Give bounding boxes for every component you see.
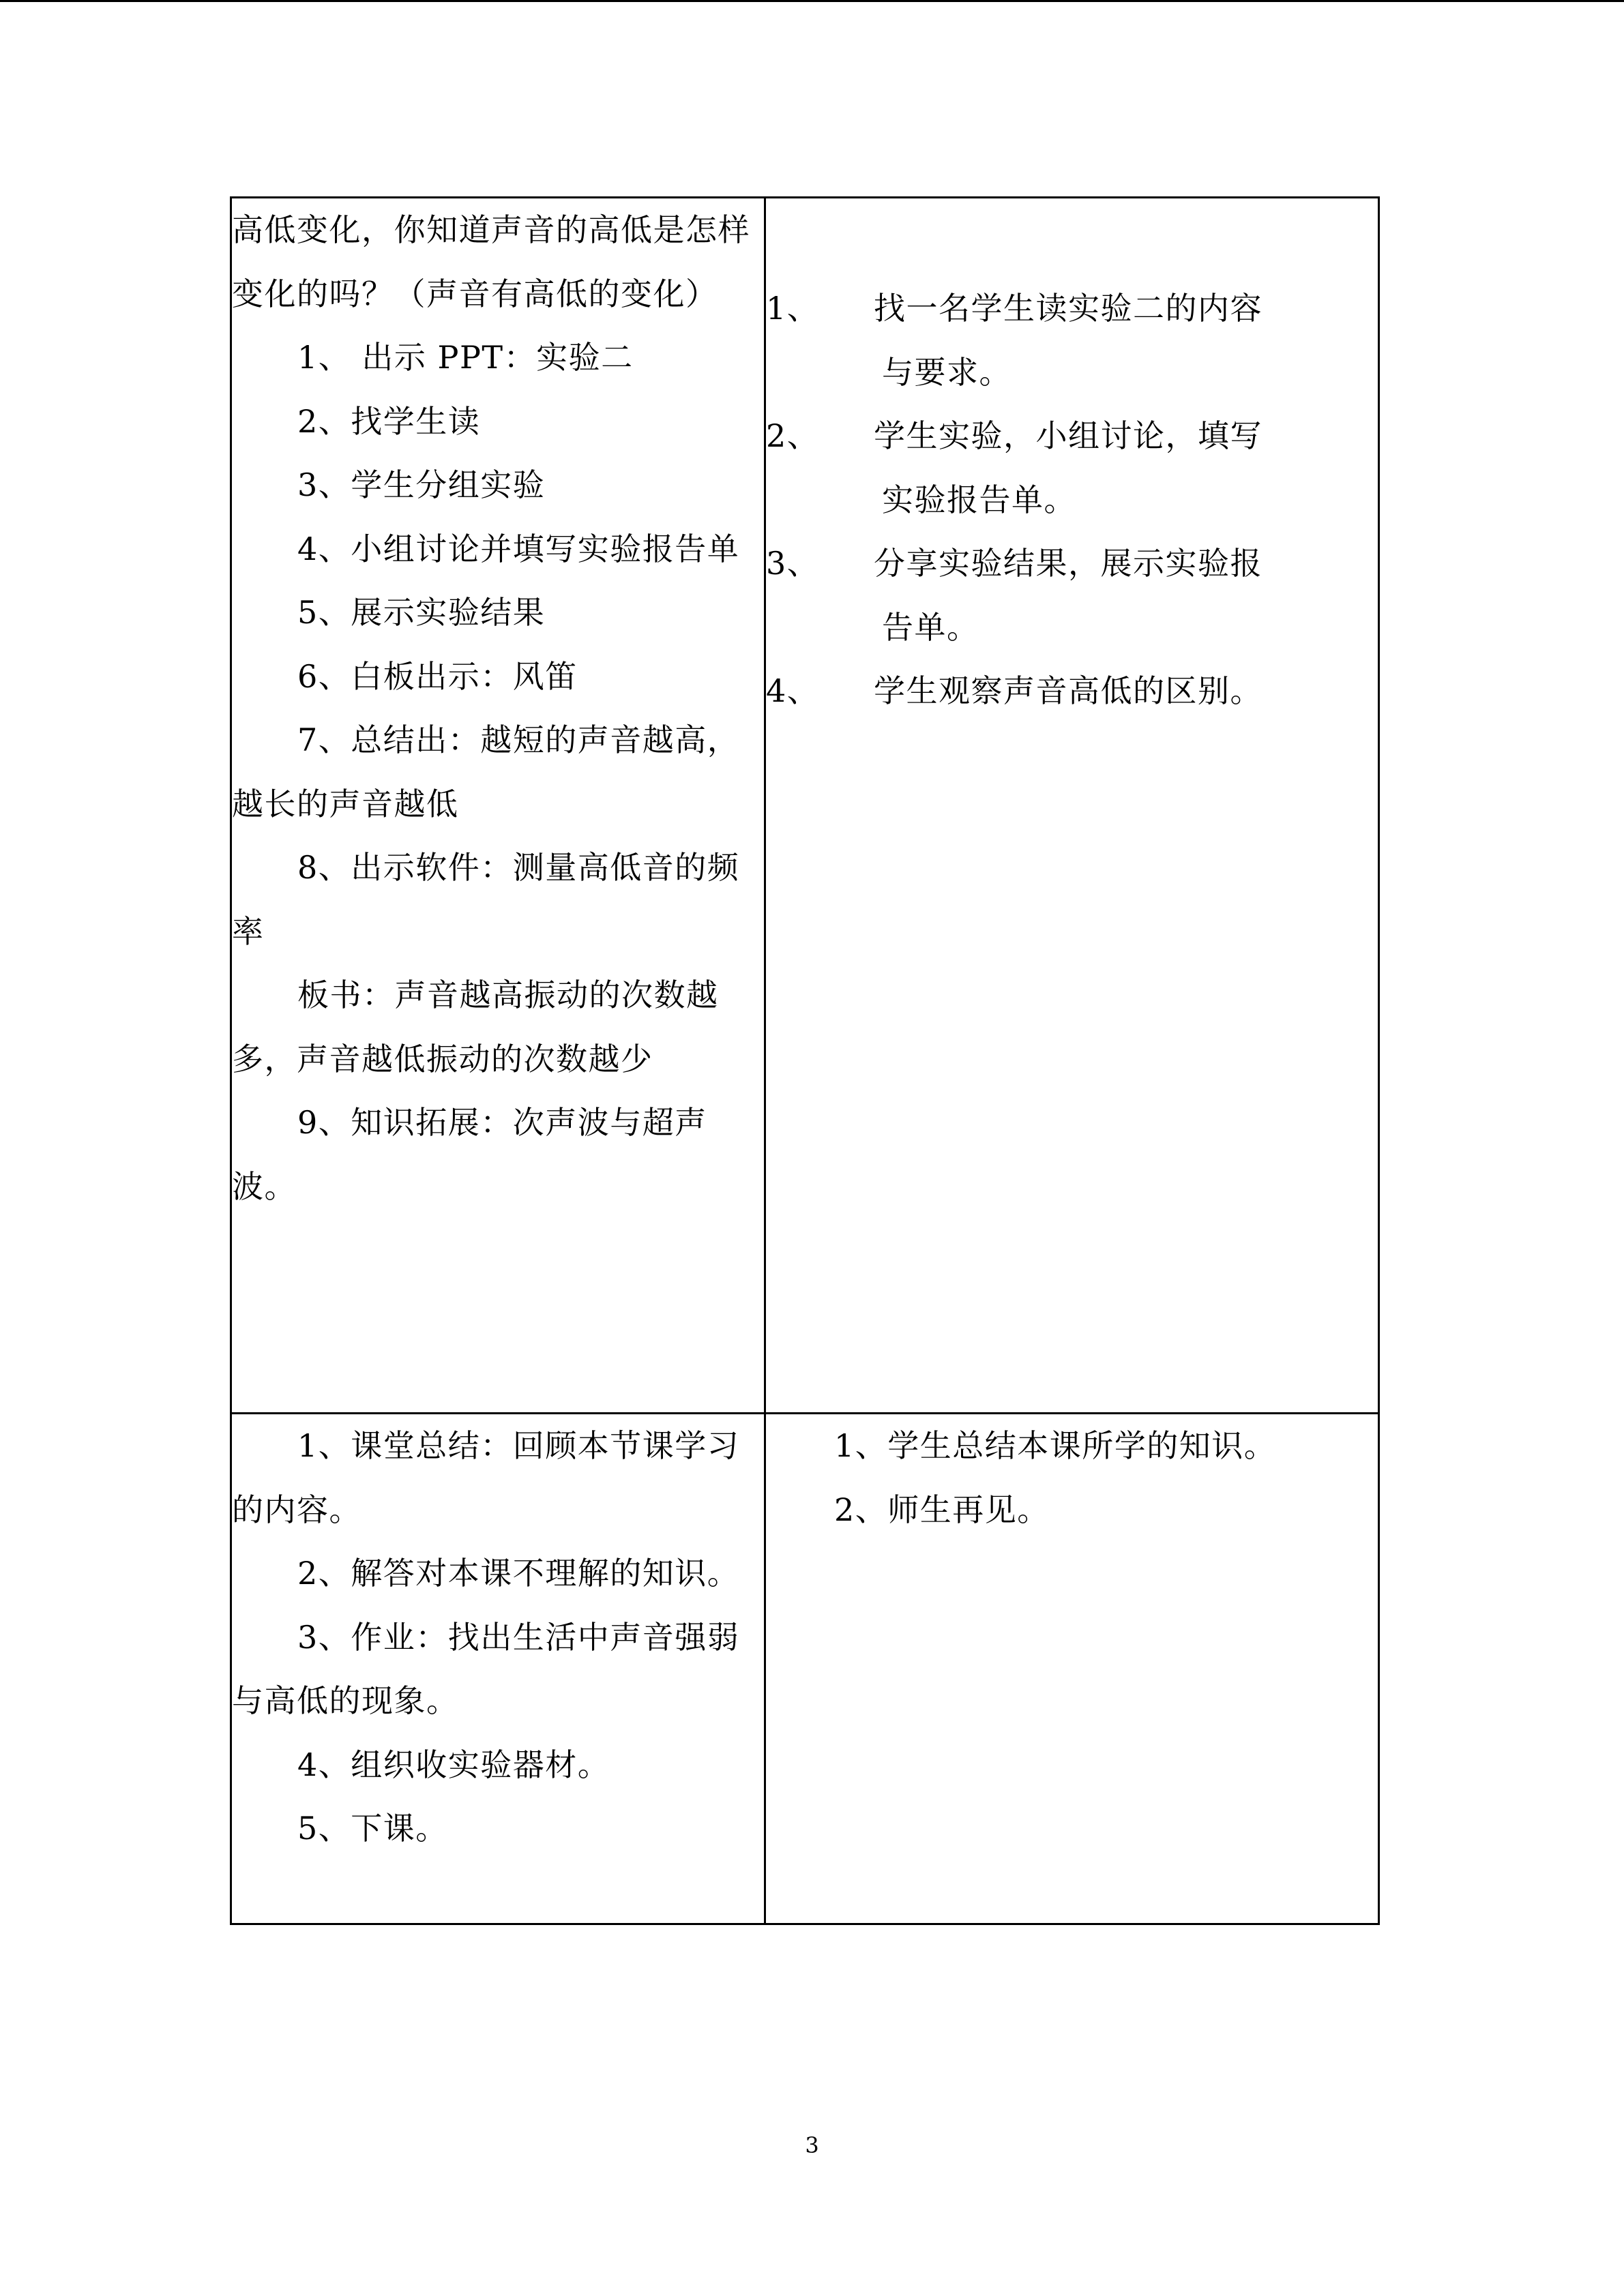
paragraph-step: 7、总结出：越短的声音越高，越长的声音越低: [232, 721, 740, 822]
item-number: 3、: [766, 545, 820, 582]
item-number: 4、: [766, 672, 820, 709]
paragraph-step: 5、展示实验结果: [297, 594, 546, 631]
paragraph-step: 6、白板出示：风笛: [297, 657, 578, 695]
top-border-line: [0, 0, 1624, 2]
item-text: 找一名学生读实验二的内容: [874, 290, 1263, 327]
list-item: 2、师生再见。: [834, 1491, 1050, 1528]
list-item: [766, 659, 1378, 724]
paragraph-step: 2、解答对本课不理解的知识。: [297, 1555, 740, 1592]
paragraph-step: 8、出示软件：测量高低音的频率: [232, 849, 740, 950]
paragraph-step: 5、下课。: [297, 1810, 448, 1847]
paragraph-step: 4、小组讨论并填写实验报告单: [297, 530, 740, 567]
table-row: [231, 1414, 1379, 1924]
page-number: 3: [805, 2132, 819, 2158]
paragraph-blackboard: 板书：声音越高振动的次数越多，声音越低振动的次数越少: [232, 976, 719, 1077]
table-row: [231, 198, 1379, 1414]
paragraph-step: 9、知识拓展：次声波与超声波。: [232, 1104, 707, 1205]
teacher-activity-cell: [231, 1414, 765, 1924]
student-activity-cell: [765, 1414, 1379, 1924]
item-number: 1、: [766, 290, 820, 327]
teacher-activity-cell: [231, 198, 765, 1414]
paragraph-step: 3、学生分组实验: [297, 466, 546, 503]
student-activity-cell: [765, 198, 1379, 1414]
item-text-continued: 告单。: [882, 608, 979, 646]
paragraph-intro: 高低变化，你知道声音的高低是怎样变化的吗？（声音有高低的变化）: [232, 211, 750, 312]
item-text: 学生实验，小组讨论，填写: [874, 417, 1263, 454]
lesson-plan-table: [230, 196, 1380, 1925]
list-item: [766, 277, 1378, 404]
item-text: 分享实验结果，展示实验报: [874, 545, 1263, 582]
list-item: [766, 532, 1378, 659]
list-item: [766, 404, 1378, 532]
paragraph-step: 1、课堂总结：回顾本节课学习的内容。: [232, 1427, 740, 1528]
item-text-continued: 与要求。: [882, 353, 1012, 391]
paragraph-step: 4、组织收实验器材。: [297, 1746, 610, 1783]
paragraph-step: 1、 出示 PPT：实验二: [297, 339, 634, 376]
paragraph-step: 2、找学生读: [297, 402, 481, 440]
item-text: 学生观察声音高低的区别。: [874, 672, 1263, 709]
paragraph-step: 3、作业：找出生活中声音强弱与高低的现象。: [232, 1618, 740, 1719]
item-text-continued: 实验报告单。: [882, 481, 1076, 518]
list-item: 1、学生总结本课所学的知识。: [834, 1427, 1277, 1464]
item-number: 2、: [766, 417, 820, 454]
